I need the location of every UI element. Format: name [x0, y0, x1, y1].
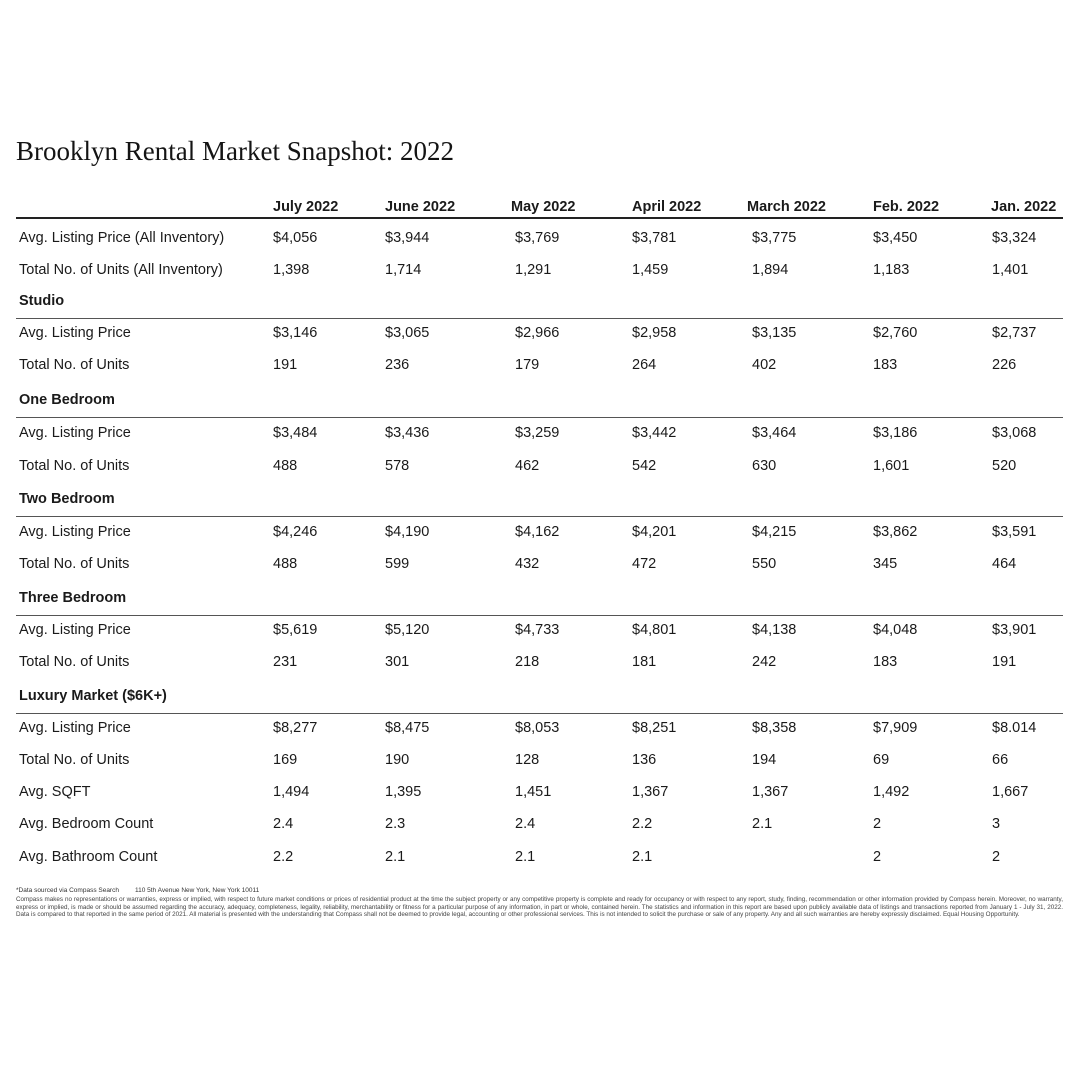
studio-units-value: 179: [515, 357, 540, 373]
one-bed-units-value: 578: [385, 458, 410, 474]
three-bed-units-value: 242: [752, 654, 777, 670]
luxury-price-value: $7,909: [873, 720, 918, 736]
one-bed-price-value: $3,436: [385, 425, 430, 441]
two-bed-units-value: 432: [515, 556, 540, 572]
section-rule: [16, 615, 1063, 616]
luxury-bedrooms-value: 2.2: [632, 816, 653, 832]
section-rule: [16, 417, 1063, 418]
avg-price-all-value: $4,056: [273, 230, 318, 246]
luxury-sqft-value: 1,494: [273, 784, 310, 800]
luxury-sqft-value: 1,451: [515, 784, 552, 800]
luxury-sqft-value: 1,667: [992, 784, 1029, 800]
three-bed-price-value: $4,138: [752, 622, 797, 638]
three-bed-units-value: 181: [632, 654, 657, 670]
studio-units-value: 183: [873, 357, 898, 373]
studio-units-value: 264: [632, 357, 657, 373]
two-bed-price-value: $4,190: [385, 524, 430, 540]
luxury-units-value: 190: [385, 752, 410, 768]
three-bed-units-value: 301: [385, 654, 410, 670]
three-bed-units-value: 191: [992, 654, 1017, 670]
column-header: Feb. 2022: [873, 199, 940, 215]
luxury-bathrooms-label: Avg. Bathroom Count: [19, 849, 158, 865]
studio-price-value: $2,966: [515, 325, 560, 341]
luxury-units-value: 66: [992, 752, 1009, 768]
studio-price-label: Avg. Listing Price: [19, 325, 131, 341]
two-bed-price-value: $4,201: [632, 524, 677, 540]
three-bed-units-value: 183: [873, 654, 898, 670]
section-title-luxury: Luxury Market ($6K+): [19, 688, 167, 704]
column-header: May 2022: [511, 199, 576, 215]
luxury-units-value: 194: [752, 752, 777, 768]
two-bed-price-label: Avg. Listing Price: [19, 524, 131, 540]
one-bed-price-value: $3,442: [632, 425, 677, 441]
luxury-price-value: $8,053: [515, 720, 560, 736]
luxury-bedrooms-value: 2.1: [752, 816, 773, 832]
section-title-one-bed: One Bedroom: [19, 392, 115, 408]
luxury-bathrooms-value: 2: [992, 849, 1001, 865]
three-bed-price-value: $5,120: [385, 622, 430, 638]
luxury-price-value: $8.014: [992, 720, 1037, 736]
luxury-price-value: $8,251: [632, 720, 677, 736]
units-all-label: Total No. of Units (All Inventory): [19, 262, 223, 278]
two-bed-price-value: $4,162: [515, 524, 560, 540]
one-bed-units-label: Total No. of Units: [19, 458, 130, 474]
luxury-bedrooms-value: 2: [873, 816, 882, 832]
studio-units-value: 236: [385, 357, 410, 373]
luxury-units-value: 69: [873, 752, 890, 768]
avg-price-all-value: $3,944: [385, 230, 430, 246]
two-bed-price-value: $4,246: [273, 524, 318, 540]
luxury-bedrooms-value: 2.3: [385, 816, 406, 832]
three-bed-price-value: $4,801: [632, 622, 677, 638]
footer-disclaimer: Compass makes no representations or warranties, express or implied, with respect to future market conditions or prices of residential product at the time the subject property or any competitive property is complete and ready for occupancy or with respect to any report, study, finding, recommendation or other information provided by Compass herein. Moreover, no warranty, express or implied, is made or should be assumed regarding the accuracy, adequacy, completeness, legality, reliability, merchantability or fitness for a particular purpose of any information, in part or whole, contained herein. The statistics and information in this report are based upon publicly available data of listings and transactions reported from January 1 - July 31, 2022. Data is compared to that reported in the same period of 2021. All material is presented with the understanding that Compass shall not be deemed to provide legal, accounting or other professional services. This is not intended to solicit the purchase or sale of any property. Any and all such warranties are hereby expressly disclaimed. Equal Housing Opportunity.: [16, 896, 1063, 919]
avg-price-all-value: $3,769: [515, 230, 560, 246]
studio-units-value: 402: [752, 357, 777, 373]
two-bed-price-value: $3,862: [873, 524, 918, 540]
luxury-sqft-value: 1,492: [873, 784, 910, 800]
luxury-bathrooms-value: 2.1: [632, 849, 653, 865]
two-bed-units-value: 488: [273, 556, 298, 572]
one-bed-price-value: $3,484: [273, 425, 318, 441]
units-all-value: 1,183: [873, 262, 910, 278]
avg-price-all-label: Avg. Listing Price (All Inventory): [19, 230, 225, 246]
avg-price-all-value: $3,324: [992, 230, 1037, 246]
two-bed-units-value: 599: [385, 556, 410, 572]
one-bed-units-value: 630: [752, 458, 777, 474]
one-bed-units-value: 542: [632, 458, 657, 474]
luxury-bedrooms-value: 2.4: [273, 816, 294, 832]
studio-price-value: $3,135: [752, 325, 797, 341]
luxury-price-label: Avg. Listing Price: [19, 720, 131, 736]
column-header: July 2022: [273, 199, 339, 215]
units-all-value: 1,398: [273, 262, 310, 278]
avg-price-all-value: $3,775: [752, 230, 797, 246]
three-bed-price-value: $4,048: [873, 622, 918, 638]
three-bed-price-value: $4,733: [515, 622, 560, 638]
two-bed-units-value: 464: [992, 556, 1017, 572]
luxury-bathrooms-value: 2: [873, 849, 882, 865]
luxury-price-value: $8,358: [752, 720, 797, 736]
section-rule: [16, 713, 1063, 714]
luxury-sqft-value: 1,395: [385, 784, 422, 800]
two-bed-units-value: 345: [873, 556, 898, 572]
studio-units-value: 226: [992, 357, 1017, 373]
page-title: Brooklyn Rental Market Snapshot: 2022: [16, 136, 454, 166]
column-header: March 2022: [747, 199, 826, 215]
studio-price-value: $2,737: [992, 325, 1037, 341]
studio-price-value: $3,065: [385, 325, 430, 341]
two-bed-price-value: $3,591: [992, 524, 1037, 540]
luxury-units-value: 136: [632, 752, 657, 768]
luxury-sqft-value: 1,367: [632, 784, 669, 800]
three-bed-units-label: Total No. of Units: [19, 654, 130, 670]
units-all-value: 1,714: [385, 262, 422, 278]
section-rule: [16, 318, 1063, 319]
units-all-value: 1,401: [992, 262, 1029, 278]
two-bed-units-label: Total No. of Units: [19, 556, 130, 572]
luxury-bathrooms-value: 2.2: [273, 849, 294, 865]
studio-units-value: 191: [273, 357, 298, 373]
avg-price-all-value: $3,450: [873, 230, 918, 246]
section-title-studio: Studio: [19, 293, 65, 309]
luxury-units-label: Total No. of Units: [19, 752, 130, 768]
studio-price-value: $2,958: [632, 325, 677, 341]
studio-price-value: $3,146: [273, 325, 318, 341]
studio-price-value: $2,760: [873, 325, 918, 341]
units-all-value: 1,894: [752, 262, 789, 278]
units-all-value: 1,291: [515, 262, 552, 278]
luxury-bedrooms-value: 2.4: [515, 816, 536, 832]
one-bed-units-value: 488: [273, 458, 298, 474]
studio-units-label: Total No. of Units: [19, 357, 130, 373]
column-header: Jan. 2022: [991, 199, 1057, 215]
luxury-sqft-value: 1,367: [752, 784, 789, 800]
three-bed-price-label: Avg. Listing Price: [19, 622, 131, 638]
one-bed-units-value: 1,601: [873, 458, 910, 474]
luxury-sqft-label: Avg. SQFT: [19, 784, 91, 800]
luxury-price-value: $8,475: [385, 720, 430, 736]
column-header: April 2022: [632, 199, 702, 215]
three-bed-units-value: 231: [273, 654, 298, 670]
section-rule: [16, 516, 1063, 517]
three-bed-price-value: $5,619: [273, 622, 318, 638]
luxury-bathrooms-value: 2.1: [385, 849, 406, 865]
section-title-three-bed: Three Bedroom: [19, 590, 127, 606]
units-all-value: 1,459: [632, 262, 669, 278]
one-bed-price-value: $3,259: [515, 425, 560, 441]
luxury-bathrooms-value: 2.1: [515, 849, 536, 865]
one-bed-price-value: $3,464: [752, 425, 797, 441]
one-bed-price-label: Avg. Listing Price: [19, 425, 131, 441]
luxury-units-value: 169: [273, 752, 298, 768]
two-bed-price-value: $4,215: [752, 524, 797, 540]
luxury-bedrooms-label: Avg. Bedroom Count: [19, 816, 154, 832]
column-header: June 2022: [385, 199, 456, 215]
luxury-price-value: $8,277: [273, 720, 318, 736]
footer-source: [16, 887, 259, 894]
luxury-units-value: 128: [515, 752, 540, 768]
one-bed-units-value: 462: [515, 458, 540, 474]
two-bed-units-value: 472: [632, 556, 657, 572]
one-bed-price-value: $3,068: [992, 425, 1037, 441]
luxury-bedrooms-value: 3: [992, 816, 1001, 832]
one-bed-units-value: 520: [992, 458, 1017, 474]
section-title-two-bed: Two Bedroom: [19, 491, 115, 507]
avg-price-all-value: $3,781: [632, 230, 677, 246]
two-bed-units-value: 550: [752, 556, 777, 572]
three-bed-units-value: 218: [515, 654, 540, 670]
three-bed-price-value: $3,901: [992, 622, 1037, 638]
source-note: *Data sourced via Compass Search: [16, 887, 119, 894]
one-bed-price-value: $3,186: [873, 425, 918, 441]
header-rule: [16, 217, 1063, 219]
address-note: 110 5th Avenue New York, New York 10011: [134, 887, 260, 894]
